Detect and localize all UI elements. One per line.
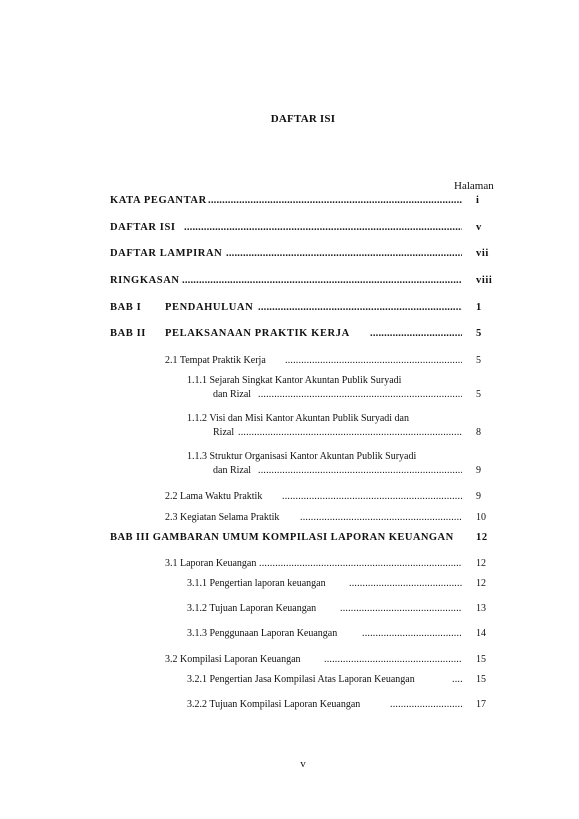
toc-page: i bbox=[476, 195, 480, 206]
page-number: v bbox=[300, 758, 306, 770]
toc-entry bbox=[0, 300, 579, 316]
toc-label-line2: Rizal bbox=[213, 427, 235, 438]
toc-leader bbox=[285, 353, 462, 369]
toc-leader bbox=[349, 576, 462, 592]
toc-label: 1.1.2 Visi dan Misi Kantor Akuntan Publik Suryadi dan bbox=[187, 413, 409, 424]
toc-page: 12 bbox=[476, 578, 486, 589]
toc-page: 12 bbox=[476, 532, 488, 543]
toc-page: 5 bbox=[476, 389, 481, 400]
chapter-number: BAB I bbox=[110, 302, 142, 313]
page-title: DAFTAR ISI bbox=[270, 113, 336, 125]
toc-leader bbox=[390, 697, 462, 713]
toc-page: 5 bbox=[476, 355, 481, 366]
toc-label: KATA PEGANTAR bbox=[110, 195, 207, 206]
toc-page: 14 bbox=[476, 628, 486, 639]
toc-label-line2: dan Rizal bbox=[213, 465, 252, 476]
toc-label-line2: dan Rizal bbox=[213, 389, 252, 400]
toc-page: vii bbox=[476, 248, 489, 259]
toc-label: 3.2 Kompilasi Laporan Keuangan bbox=[165, 654, 301, 665]
toc-leader bbox=[370, 326, 462, 342]
toc-leader bbox=[182, 273, 462, 289]
toc-leader bbox=[452, 672, 462, 688]
toc-label: 1.1.1 Sejarah Singkat Kantor Akuntan Publik Suryadi bbox=[187, 375, 402, 386]
toc-entry bbox=[0, 530, 579, 546]
toc-page: 9 bbox=[476, 491, 481, 502]
toc-entry-continuation bbox=[0, 387, 579, 403]
toc-page: v bbox=[476, 222, 482, 233]
toc-label: BAB III GAMBARAN UMUM KOMPILASI LAPORAN KEUANGAN bbox=[110, 532, 454, 543]
toc-label: 3.1 Laporan Keuangan bbox=[165, 558, 257, 569]
toc-page: 9 bbox=[476, 465, 481, 476]
toc-entry bbox=[0, 697, 579, 713]
toc-page: 17 bbox=[476, 699, 486, 710]
toc-entry-continuation bbox=[0, 463, 579, 479]
toc-label: 3.2.1 Pengertian Jasa Kompilasi Atas Laporan Keuangan bbox=[187, 674, 415, 685]
toc-label: 2.1 Tempat Praktik Kerja bbox=[165, 355, 266, 366]
toc-entry bbox=[0, 273, 579, 289]
toc-entry bbox=[0, 601, 579, 617]
toc-entry bbox=[0, 353, 579, 369]
toc-entry bbox=[0, 672, 579, 688]
toc-leader bbox=[300, 510, 462, 526]
toc-page: 15 bbox=[476, 674, 486, 685]
chapter-number: BAB II bbox=[110, 328, 146, 339]
toc-label: 3.1.3 Penggunaan Laporan Keuangan bbox=[187, 628, 338, 639]
toc-label: DAFTAR LAMPIRAN bbox=[110, 248, 223, 259]
toc-entry bbox=[0, 193, 579, 209]
toc-leader bbox=[258, 300, 462, 316]
toc-leader bbox=[259, 556, 462, 572]
toc-entry bbox=[0, 652, 579, 668]
toc-leader bbox=[362, 626, 462, 642]
toc-leader bbox=[258, 463, 462, 479]
toc-label: 3.1.1 Pengertian laporan keuangan bbox=[187, 578, 326, 589]
toc-label: 1.1.3 Struktur Organisasi Kantor Akuntan Publik Suryadi bbox=[187, 451, 417, 462]
toc-leader bbox=[184, 220, 462, 236]
toc-entry bbox=[0, 489, 579, 505]
toc-leader bbox=[258, 387, 462, 403]
toc-leader bbox=[324, 652, 462, 668]
toc-entry bbox=[0, 326, 579, 342]
toc-page: 13 bbox=[476, 603, 486, 614]
toc-leader bbox=[340, 601, 462, 617]
toc-leader bbox=[238, 425, 462, 441]
toc-label: 3.1.2 Tujuan Laporan Keuangan bbox=[187, 603, 317, 614]
toc-page: 10 bbox=[476, 512, 486, 523]
toc-page: 1 bbox=[476, 302, 482, 313]
toc-page: 5 bbox=[476, 328, 482, 339]
toc-page: viii bbox=[476, 275, 493, 286]
toc-leader bbox=[226, 246, 462, 262]
toc-page: 8 bbox=[476, 427, 481, 438]
toc-label: PENDAHULUAN bbox=[165, 302, 254, 313]
toc-leader bbox=[208, 193, 462, 209]
toc-label: 2.2 Lama Waktu Praktik bbox=[165, 491, 263, 502]
halaman-label: Halaman bbox=[454, 180, 494, 192]
toc-entry bbox=[0, 510, 579, 526]
toc-label: PELAKSANAAN PRAKTIK KERJA bbox=[165, 328, 350, 339]
toc-leader bbox=[282, 489, 462, 505]
toc-label: 2.3 Kegiatan Selama Praktik bbox=[165, 512, 280, 523]
toc-label: DAFTAR ISI bbox=[110, 222, 176, 233]
toc-entry bbox=[0, 246, 579, 262]
toc-entry bbox=[0, 576, 579, 592]
toc-entry bbox=[0, 626, 579, 642]
toc-entry bbox=[0, 556, 579, 572]
toc-entry bbox=[0, 220, 579, 236]
toc-label: 3.2.2 Tujuan Kompilasi Laporan Keuangan bbox=[187, 699, 361, 710]
toc-page: 12 bbox=[476, 558, 486, 569]
toc-label: RINGKASAN bbox=[110, 275, 180, 286]
toc-page: 15 bbox=[476, 654, 486, 665]
toc-entry-continuation bbox=[0, 425, 579, 441]
